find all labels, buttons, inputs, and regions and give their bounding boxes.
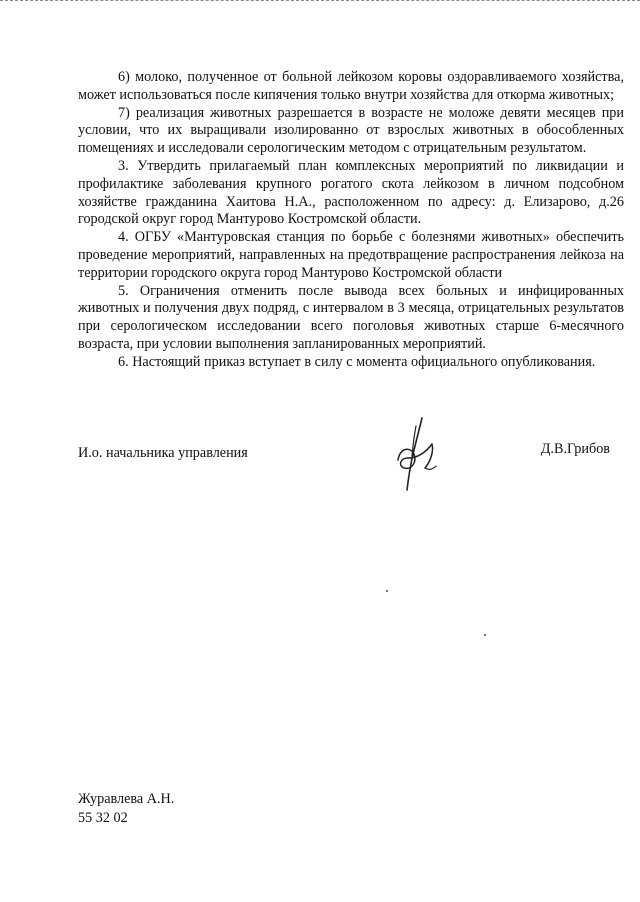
signatory-title: И.о. начальника управления <box>78 445 248 461</box>
scan-speck <box>386 590 388 592</box>
paragraph-clause-5: 5. Ограничения отменить после вывода всех больных и инфицированных животных и получения двух подряд, с интервалом в 3 месяца, отрицательных результатов при серологическом исследовании всего поголовья животных старше 6-месячного возраста, при условии выполнения запланированных мероприятий. <box>78 282 624 352</box>
paragraph-item-7: 7) реализация животных разрешается в возрасте не моложе девяти месяцев при условии, что их выращивали изолированно от взрослых животных в обособленных помещениях и исследовали серологическим методом с отрицательным результатом. <box>78 104 624 157</box>
executor-phone: 55 32 02 <box>78 810 128 826</box>
signatory-name: Д.В.Грибов <box>540 441 610 457</box>
signature-block <box>78 441 624 465</box>
executor-contact <box>78 790 174 828</box>
executor-name: Журавлева А.Н. <box>78 791 175 807</box>
scan-speck <box>484 634 486 636</box>
paragraph-clause-3: 3. Утвердить прилагаемый план комплексных мероприятий по ликвидации и профилактике заболевания крупного рогатого скота лейкозом в личном подсобном хозяйстве гражданина Хаитова Н.А., расположенном по адресу: д. Елизарово, д.26 городской округ город Мантурово Костромской области. <box>78 157 624 228</box>
paragraph-item-6: 6) молоко, полученное от больной лейкозом коровы оздоравливаемого хозяйства, может использоваться после кипячения только внутри хозяйства для откорма животных; <box>78 69 624 103</box>
paragraph-clause-4: 4. ОГБУ «Мантуровская станция по борьбе с болезнями животных» обеспечить проведение мероприятий, направленных на предотвращение распространения лейкоза на территории городского округа город Мантурово Костромской области <box>78 229 624 281</box>
document-body <box>78 69 624 372</box>
paragraph-clause-6: 6. Настоящий приказ вступает в силу с момента официального опубликования. <box>118 353 596 370</box>
scan-edge <box>0 0 640 12</box>
handwritten-signature <box>392 416 440 492</box>
